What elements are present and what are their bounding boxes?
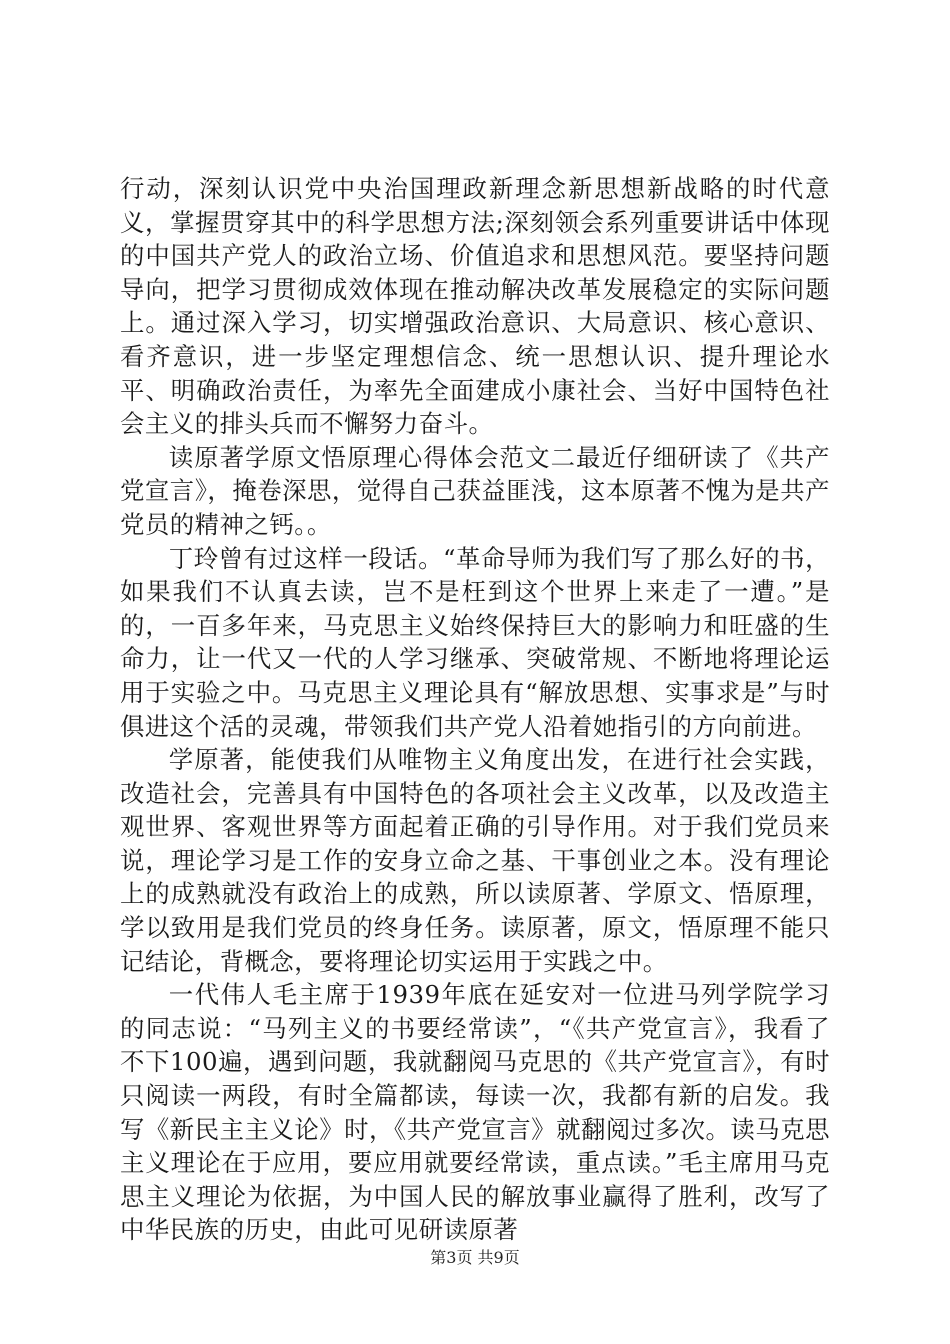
page-number-label: 第3页 共9页 bbox=[430, 1248, 520, 1267]
paragraph-1: 行动，深刻认识党中央治国理政新理念新思想新战略的时代意义，掌握贯穿其中的科学思想方法;深刻领会系列重要讲话中体现的中国共产党人的政治立场、价值追求和思想风范。要坚持问题导向，把学习贯彻成效体现在推动解决改革发展稳定的实际问题上。通过深入学习，切实增强政治意识、大局意识、核心意识、看齐意识，进一步坚定理想信念、统一思想认识、提升理论水平、明确政治责任，为率先全面建成小康社会、当好中国特色社会主义的排头兵而不懈努力奋斗。 bbox=[120, 174, 830, 439]
paragraph-5: 一代伟人毛主席于1939年底在延安对一位进马列学院学习的同志说：“马列主义的书要经常读”，“《共产党宣言》，我看了不下100遍，遇到问题，我就翻阅马克思的《共产党宣言》，有时只阅读一两段，有时全篇都读，每读一次，我都有新的启发。我写《新民主主义论》时，《共产党宣言》就翻阅过多次。读马克思主义理论在于应用，要应用就要经常读，重点读。”毛主席用马克思主义理论为依据，为中国人民的解放事业赢得了胜利，改写了中华民族的历史，由此可见研读原著 bbox=[120, 980, 830, 1245]
document-body bbox=[120, 172, 830, 1247]
paragraph-3: 丁玲曾有过这样一段话。“革命导师为我们写了那么好的书，如果我们不认真去读，岂不是枉到这个世界上来走了一遭。”是的，一百多年来，马克思主义始终保持巨大的影响力和旺盛的生命力，让一代又一代的人学习继承、突破常规、不断地将理论运用于实验之中。马克思主义理论具有“解放思想、实事求是”与时俱进这个活的灵魂，带领我们共产党人沿着她指引的方向前进。 bbox=[120, 543, 830, 741]
paragraph-2: 读原著学原文悟原理心得体会范文二最近仔细研读了《共产党宣言》，掩卷深思，觉得自己获益匪浅，这本原著不愧为是共产党员的精神之钙。。 bbox=[120, 442, 830, 539]
page-footer bbox=[0, 1248, 950, 1268]
paragraph-4: 学原著，能使我们从唯物主义角度出发，在进行社会实践，改造社会，完善具有中国特色的各项社会主义改革，以及改造主观世界、客观世界等方面起着正确的引导作用。对于我们党员来说，理论学习是工作的安身立命之基、干事创业之本。没有理论上的成熟就没有政治上的成熟，所以读原著、学原文、悟原理，学以致用是我们党员的终身任务。读原著，原文，悟原理不能只记结论，背概念，要将理论切实运用于实践之中。 bbox=[120, 745, 830, 976]
